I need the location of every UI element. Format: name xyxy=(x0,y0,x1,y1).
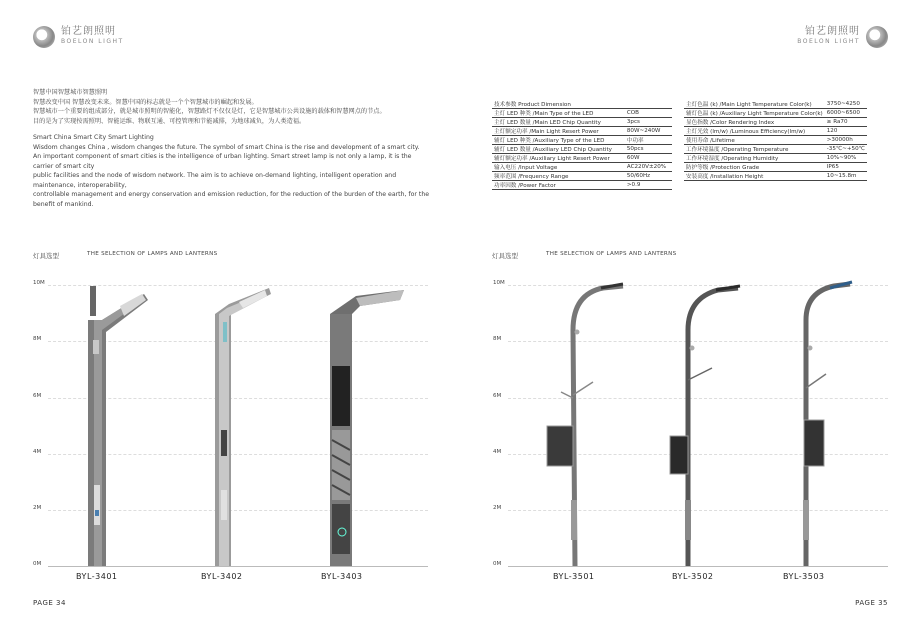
section-title-cn: 灯具选型 xyxy=(33,252,59,260)
spec-value: 6000~6500 xyxy=(825,109,867,118)
spec-label: 技术参数 Product Dimension xyxy=(492,100,625,109)
height-tick: 0M xyxy=(33,561,42,567)
model-label: BYL-3502 xyxy=(672,572,714,581)
spec-value: ≥ Ra70 xyxy=(825,118,867,127)
spec-row xyxy=(684,100,867,109)
spec-label: 使用寿命 /Lifetime xyxy=(684,136,825,145)
spec-row xyxy=(684,127,867,136)
intro-cn-line: 智慧改变中国 智慧改变未来。智慧中国的标志就是一个个智慧城市的崛起和发展。 xyxy=(33,98,258,106)
spec-table-right xyxy=(684,100,867,181)
spec-row xyxy=(492,109,672,118)
spec-label: 主灯色温 (k) /Main Light Temperature Color(k) xyxy=(684,100,825,109)
spec-label: 主灯 LED 种类 /Main Type of the LED xyxy=(492,109,625,118)
spec-value: 120 xyxy=(825,127,867,136)
spec-label: 工作环境湿度 /Operating Humidity xyxy=(684,154,825,163)
intro-text xyxy=(33,88,433,209)
lamp-byl-3501 xyxy=(535,280,625,570)
spec-row xyxy=(684,154,867,163)
spec-value: 10~15.8m xyxy=(825,172,867,181)
height-tick: 6M xyxy=(33,393,42,399)
brand-cn: 铂艺朗照明 xyxy=(805,26,860,37)
spec-row xyxy=(684,109,867,118)
lamp-byl-3403 xyxy=(320,280,410,570)
spec-value: 10%~90% xyxy=(825,154,867,163)
spec-row xyxy=(492,118,672,127)
spec-label: 输入电压 /Input Voltage xyxy=(492,163,625,172)
spec-value: 中功率 xyxy=(625,136,672,145)
spec-row xyxy=(492,172,672,181)
brand-en: BOELON LIGHT xyxy=(797,38,860,45)
height-tick: 2M xyxy=(493,505,502,511)
spec-label: 安装高度 /Installation Height xyxy=(684,172,825,181)
spec-row xyxy=(492,154,672,163)
spec-row xyxy=(492,163,672,172)
intro-en-line: Wisdom changes China , wisdom changes the future. The symbol of smart China is the rise and development of a smart city. xyxy=(33,143,420,151)
spec-label: 功率因数 /Power Factor xyxy=(492,181,625,190)
spec-row xyxy=(492,145,672,154)
section-title-cn: 灯具选型 xyxy=(492,252,518,260)
spec-value: 50/60Hz xyxy=(625,172,672,181)
spec-label: 辅灯色温 (k) /Auxiliary Light Temperature Color(k) xyxy=(684,109,825,118)
logo-mark-icon xyxy=(866,26,888,48)
spec-value: IP65 xyxy=(825,163,867,172)
section-title-en: THE SELECTION OF LAMPS AND LANTERNS xyxy=(546,251,677,257)
height-tick: 6M xyxy=(493,393,502,399)
spec-label: 辅灯 LED 种类 /Auxiliary Type of the LED xyxy=(492,136,625,145)
spec-value: 3pcs xyxy=(625,118,672,127)
brand-logo xyxy=(797,26,888,48)
spec-table-left xyxy=(492,100,672,190)
spec-label: 主灯额定功率 /Main Light Resert Power xyxy=(492,127,625,136)
lamp-byl-3402 xyxy=(205,280,275,570)
height-tick: 4M xyxy=(493,449,502,455)
brand-en: BOELON LIGHT xyxy=(61,38,124,45)
spec-label: 主灯光效 (lm/w) /Luminous Efficiency(lm/w) xyxy=(684,127,825,136)
page-number-right: PAGE 35 xyxy=(855,599,888,607)
spec-label: 频率范围 /Frequency Range xyxy=(492,172,625,181)
spec-label: 辅灯额定功率 /Auxiliary Light Resert Power xyxy=(492,154,625,163)
model-label: BYL-3403 xyxy=(321,572,363,581)
intro-en-title: Smart China Smart City Smart Lighting xyxy=(33,134,154,141)
brand-cn: 铂艺朗照明 xyxy=(61,26,116,37)
section-title-en: THE SELECTION OF LAMPS AND LANTERNS xyxy=(87,251,218,257)
spec-value: >0.9 xyxy=(625,181,672,190)
intro-en-line: An important component of smart cities is the intelligence of urban lighting. Smart street lamp is not only a lamp, it is the carrier of smart city xyxy=(33,153,412,170)
spec-row xyxy=(492,127,672,136)
section-title-left xyxy=(33,251,217,260)
spec-label: 工作环境温度 /Operating Temperature xyxy=(684,145,825,154)
brand-logo xyxy=(33,26,124,48)
model-label: BYL-3501 xyxy=(553,572,595,581)
height-tick: 10M xyxy=(493,280,505,286)
spec-value: >30000h xyxy=(825,136,867,145)
height-tick: 8M xyxy=(493,336,502,342)
intro-cn-title: 智慧中国智慧城市智慧照明 xyxy=(33,89,108,96)
lamp-byl-3502 xyxy=(660,280,750,570)
logo-mark-icon xyxy=(33,26,55,48)
spec-value: COB xyxy=(625,109,672,118)
height-tick: 0M xyxy=(493,561,502,567)
spec-row xyxy=(684,172,867,181)
model-label: BYL-3503 xyxy=(783,572,825,581)
right-page xyxy=(460,0,920,629)
spec-row xyxy=(492,181,672,190)
spec-label: 辅灯 LED 数量 /Auxiliary LED Chip Quantity xyxy=(492,145,625,154)
spec-value: 3750~4250 xyxy=(825,100,867,109)
height-tick: 4M xyxy=(33,449,42,455)
spec-value: 60W xyxy=(625,154,672,163)
page-number-left: PAGE 34 xyxy=(33,599,66,607)
spec-label: 主灯 LED 数量 /Main LED Chip Quantity xyxy=(492,118,625,127)
height-tick: 2M xyxy=(33,505,42,511)
spec-value xyxy=(625,100,672,109)
height-chart-right xyxy=(460,280,920,570)
section-title-right xyxy=(492,251,676,260)
model-label: BYL-3401 xyxy=(76,572,118,581)
spec-value: -35℃~+50℃ xyxy=(826,146,865,152)
height-tick: 8M xyxy=(33,336,42,342)
lamp-byl-3401 xyxy=(80,280,150,570)
lamp-byl-3503 xyxy=(780,280,870,570)
intro-en-line: controllable management and energy conservation and emission reduction, for the reduction of the burden of the earth, for the benefit of mankind. xyxy=(33,191,430,208)
spec-row xyxy=(492,100,672,109)
spec-row xyxy=(684,136,867,145)
spec-row xyxy=(684,163,867,172)
spec-row xyxy=(684,145,867,154)
model-label: BYL-3402 xyxy=(201,572,243,581)
spec-row xyxy=(684,118,867,127)
height-tick: 10M xyxy=(33,280,45,286)
intro-cn-line: 目的是为了实现按需照明、智能运维、物联互通、可控管理和节能减排，为地球减负，为人类造福。 xyxy=(33,117,306,125)
spec-row xyxy=(492,136,672,145)
spec-value: 80W~240W xyxy=(625,127,672,136)
spec-label: 防护等级 /Protection Grade xyxy=(684,163,825,172)
intro-cn-line: 智慧城市一个重要的组成部分，就是城市照明的智能化，智慧路灯不仅仅是灯，它是智慧城市公共设施的载体和智慧网点的节点。 xyxy=(33,108,386,115)
spec-label: 显色指数 /Color Rendering Index xyxy=(684,118,825,127)
spec-value: 50pcs xyxy=(625,145,672,154)
intro-en-line: public facilities and the node of wisdom network. The aim is to achieve on-demand lighting, intelligent operation and maintenance, interoperability, xyxy=(33,172,397,189)
spec-value: AC220V±20% xyxy=(625,163,672,172)
height-chart-left xyxy=(0,280,460,570)
